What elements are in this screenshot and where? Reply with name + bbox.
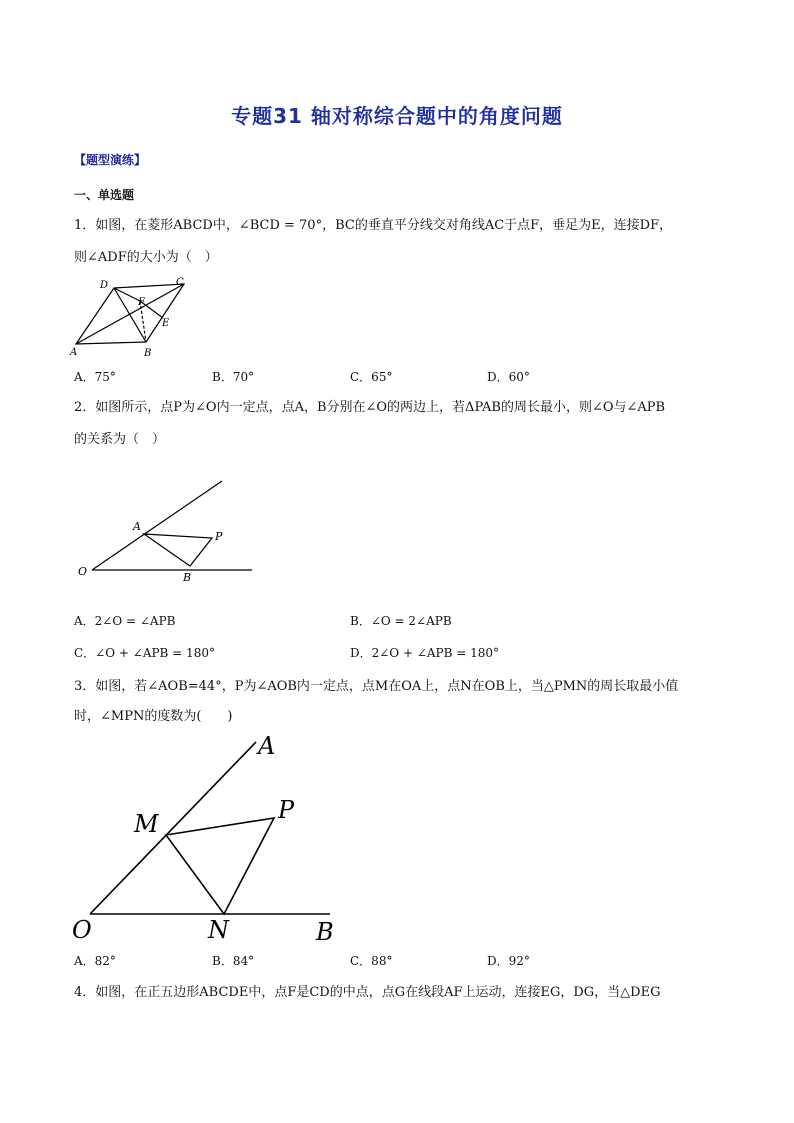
q1-option-d[interactable]: D．60°: [487, 370, 530, 384]
question-1-line-2: 则∠ADF的大小为（ ）: [74, 250, 218, 265]
angle-o-figure: [74, 476, 259, 588]
q1-option-b[interactable]: B．70°: [212, 370, 255, 384]
label-n: N: [208, 916, 229, 944]
ray-oa: [92, 481, 222, 570]
label-o: O: [72, 916, 92, 944]
q3-option-a[interactable]: A．82°: [74, 954, 116, 968]
label-a: A: [258, 732, 276, 760]
label-p: P: [278, 796, 295, 824]
question-3-line-1: 3．如图，若∠AOB=44°，P为∠AOB内一定点，点M在OA上，点N在OB上，当△PMN的周长取最小值: [74, 679, 679, 694]
label-p: P: [215, 530, 223, 543]
practice-header: 【题型演练】: [74, 153, 147, 167]
label-b: B: [183, 571, 192, 584]
label-c: C: [176, 277, 184, 288]
q2-option-a[interactable]: A．2∠O = ∠APB: [74, 614, 176, 628]
label-m: M: [134, 810, 159, 838]
label-a: A: [70, 347, 78, 358]
q3-option-c[interactable]: C．88°: [350, 954, 393, 968]
angle-aob-figure: [68, 730, 348, 945]
q2-option-b[interactable]: B．∠O = 2∠APB: [350, 614, 452, 628]
label-e: E: [162, 318, 170, 329]
q3-option-b[interactable]: B．84°: [212, 954, 255, 968]
q3-option-d[interactable]: D．92°: [487, 954, 530, 968]
ray-oa: [90, 742, 256, 914]
question-2-line-2: 的关系为（ ）: [74, 432, 166, 447]
label-b: B: [316, 918, 334, 945]
label-o: O: [78, 565, 88, 578]
q2-option-c[interactable]: C．∠O + ∠APB = 180°: [74, 646, 215, 660]
rhombus-figure: [68, 276, 198, 360]
q1-option-c[interactable]: C．65°: [350, 370, 393, 384]
q2-option-d[interactable]: D．2∠O + ∠APB = 180°: [350, 646, 500, 660]
question-1-line-1: 1．如图，在菱形ABCD中，∠BCD = 70°，BC的垂直平分线交对角线AC于点F，垂足为E，连接DF，: [74, 218, 673, 233]
triangle-pab: [144, 534, 212, 566]
question-2-line-1: 2．如图所示，点P为∠O内一定点，点A，B分别在∠O的两边上，若ΔPAB的周长最小，则∠O与∠APB: [74, 400, 666, 415]
label-f: F: [138, 297, 145, 308]
label-a: A: [133, 520, 141, 533]
question-3-line-2: 时，∠MPN的度数为( ): [74, 709, 233, 724]
section-header: 一、单选题: [74, 188, 135, 202]
question-4-line-1: 4．如图，在正五边形ABCDE中，点F是CD的中点，点G在线段AF上运动，连接EG，DG，当△DEG: [74, 985, 661, 1000]
q1-option-a[interactable]: A．75°: [74, 370, 116, 384]
page-title: 专题31 轴对称综合题中的角度问题: [231, 104, 563, 128]
label-d: D: [100, 280, 109, 291]
triangle-pmn: [166, 818, 274, 914]
label-b: B: [144, 348, 152, 359]
